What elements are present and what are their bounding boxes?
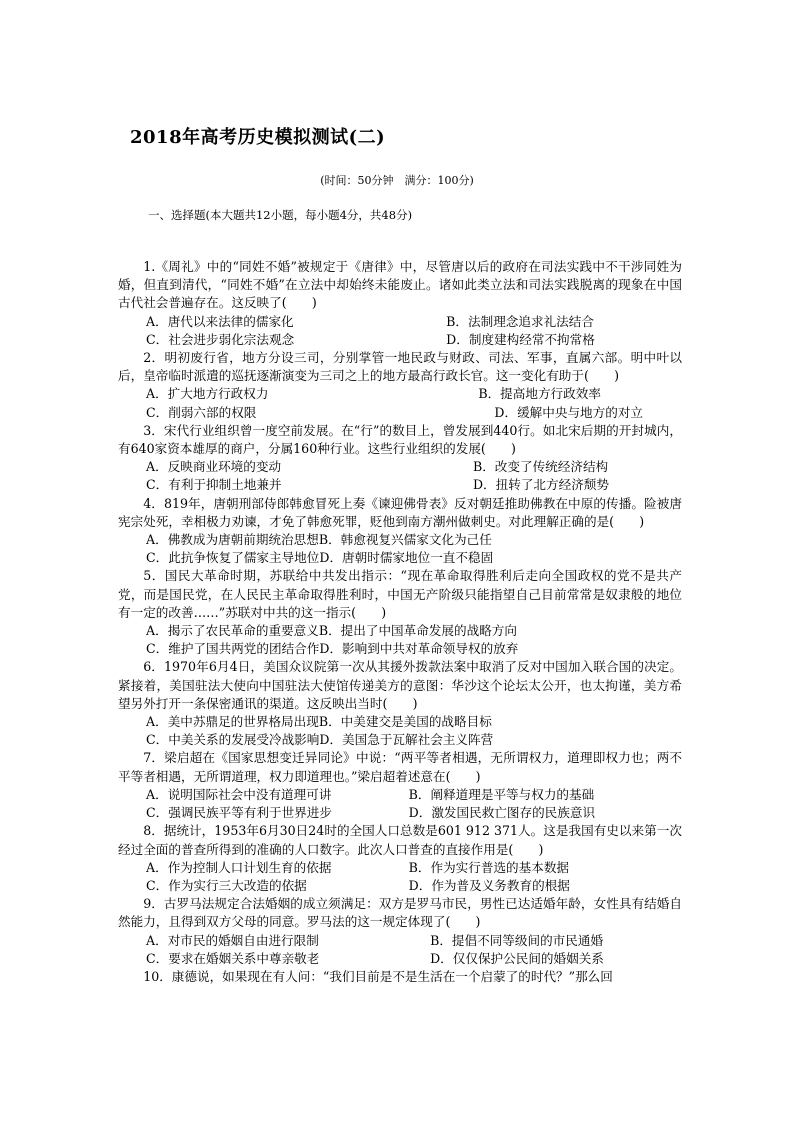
question-stem: 3．宋代行业组织曾一度空前发展。在“行”的数目上，曾发展到440行。如北宋后期的开封城内，有640家资本雄厚的商户，分属160种行业。这些行业组织的发展( ) (118, 422, 682, 457)
option-a: A．美中苏鼎足的世界格局出现 (146, 714, 319, 730)
option-d: D．仅仅保护公民间的婚姻关系 (430, 950, 604, 966)
question-options (118, 313, 682, 349)
option-c: C．削弱六部的权限 (146, 404, 257, 420)
option-d: D．激发国民救亡图存的民族意识 (408, 805, 596, 821)
option-c: C．维护了国共两党的团结合作 (146, 641, 320, 657)
question (118, 822, 682, 895)
option-d: D．作为普及义务教育的根据 (408, 877, 570, 893)
question-stem: 10．康德说，如果现在有人问：“我们目前是不是生活在一个启蒙了的时代？”那么回 (143, 968, 613, 984)
question-options (118, 786, 682, 822)
question-stem: 5．国民大革命时期，苏联给中共发出指示：“现在革命取得胜利后走向全国政权的党不是共产党，而是国民党，在人民民主革命取得胜利时，中国无产阶级只能指望自己目前常常是奴隶般的地位有一定的改善……”苏联对中共的这一指示( ) (118, 568, 682, 620)
option-b: B．改变了传统经济结构 (472, 459, 609, 475)
question-options (118, 932, 682, 968)
question (118, 895, 682, 968)
option-a: A．揭示了农民革命的重要意义 (146, 623, 319, 639)
option-d: D．制度建构经常不拘常格 (446, 331, 595, 347)
option-b: B．法制理念追求礼法结合 (446, 313, 594, 329)
question-stem: 2．明初废行省，地方分设三司，分别掌管一地民政与财政、司法、军事，直属六部。明中叶以后，皇帝临时派遣的巡抚逐渐演变为三司之上的地方最高行政长官。这一变化有助于( ) (118, 350, 682, 384)
question-options (118, 622, 682, 658)
option-a: A．对市民的婚姻自由进行限制 (146, 932, 319, 948)
option-d: D．缓解中央与地方的对立 (494, 404, 644, 420)
option-b: B．中美建交是美国的战略目标 (318, 714, 492, 730)
option-a: A．佛教成为唐朝前期统治思想 (146, 532, 319, 548)
option-c: C．强调民族平等有利于世界进步 (146, 805, 332, 821)
option-c: C．中美关系的发展受冷战影响 (146, 732, 320, 748)
option-b: B．韩愈视复兴儒家文化为己任 (318, 532, 492, 548)
option-b: B．提高地方行政效率 (478, 386, 601, 402)
option-b: B．提出了中国革命发展的战略方向 (318, 623, 517, 639)
question-stem: 7．梁启超在《国家思想变迁异同论》中说：“两平等者相遇，无所谓权力，道理即权力也；两不平等者相遇，无所谓道理，权力即道理也。”梁启超着述意在( ) (118, 750, 682, 784)
option-b: B．作为实行普选的基本数据 (408, 859, 570, 875)
question (118, 968, 682, 986)
question-options (118, 385, 682, 421)
exam-info: (时间：50分钟 满分：100分) (320, 174, 474, 187)
option-d: D．唐朝时儒家地位一直不稳固 (319, 550, 494, 566)
question (118, 567, 682, 658)
question-stem: 9．古罗马法规定合法婚姻的成立须满足：双方是罗马市民，男性已达适婚年龄，女性具有结婚自然能力，且得到双方父母的同意。罗马法的这一规定体现了( ) (118, 896, 682, 930)
question (118, 349, 682, 422)
question-stem: 8．据统计，1953年6月30日24时的全国人口总数是601 912 371人。这是我国有史以来第一次经过全面的普查所得到的准确的人口数字。此次人口普查的直接作用是( ) (118, 823, 682, 857)
question (118, 258, 682, 349)
option-a: A．作为控制人口计划生育的依据 (146, 859, 332, 875)
question-options (118, 531, 682, 567)
question-stem: 6．1970年6月4日，美国众议院第一次从其援外拨款法案中取消了反对中国加入联合国的决定。紧接着，美国驻法大使向中国驻法大使馆传递美方的意图：华沙这个论坛太公开，也太拘谨，美方希望另外打开一条保密通讯的渠道。这反映出当时( ) (118, 659, 682, 711)
question-stem: 1.《周礼》中的“同姓不婚”被规定于《唐律》中，尽管唐以后的政府在司法实践中不干涉同姓为婚，但直到清代，“同姓不婚”在立法中却始终未能废止。诸如此类立法和司法实践脱离的现象在中国古代社会普遍存在。这反映了( ) (118, 259, 682, 311)
option-d: D．美国急于瓦解社会主义阵营 (319, 732, 494, 748)
option-b: B．阐释道理是平等与权力的基础 (408, 786, 595, 802)
option-a: A．唐代以来法律的儒家化 (146, 313, 294, 329)
option-a: A．扩大地方行政权力 (146, 386, 269, 402)
section-heading: 一、选择题(本大题共12小题，每小题4分，共48分) (148, 208, 413, 222)
question (118, 749, 682, 822)
option-c: C．社会进步弱化宗法观念 (146, 331, 295, 347)
question (118, 422, 682, 495)
question-options (118, 859, 682, 895)
option-c: C．有利于抑制土地兼并 (146, 477, 282, 493)
question-options (118, 713, 682, 749)
question-options (118, 458, 682, 494)
page-title: 2018年高考历史模拟测试(二) (130, 127, 386, 148)
question (118, 495, 682, 568)
question-stem: 4．819年，唐朝刑部侍郎韩愈冒死上奏《谏迎佛骨表》反对朝廷推助佛教在中原的传播。险被唐宪宗处死，幸相极力劝谏，才免了韩愈死罪，贬他到南方潮州做刺史。对此理解正确的是( ) (118, 495, 682, 529)
question-list (118, 258, 682, 986)
option-d: D．扭转了北方经济颓势 (472, 477, 609, 493)
option-a: A．反映商业环境的变动 (146, 459, 282, 475)
option-c: C．作为实行三大改造的依据 (146, 877, 307, 893)
option-c: C．要求在婚姻关系中尊亲敬老 (146, 950, 320, 966)
question (118, 658, 682, 749)
option-a: A．说明国际社会中没有道理可讲 (146, 786, 332, 802)
option-b: B．提倡不同等级间的市民通婚 (430, 932, 604, 948)
option-c: C．此抗争恢复了儒家主导地位 (146, 550, 320, 566)
option-d: D．影响到中共对革命领导权的放弃 (319, 641, 519, 657)
